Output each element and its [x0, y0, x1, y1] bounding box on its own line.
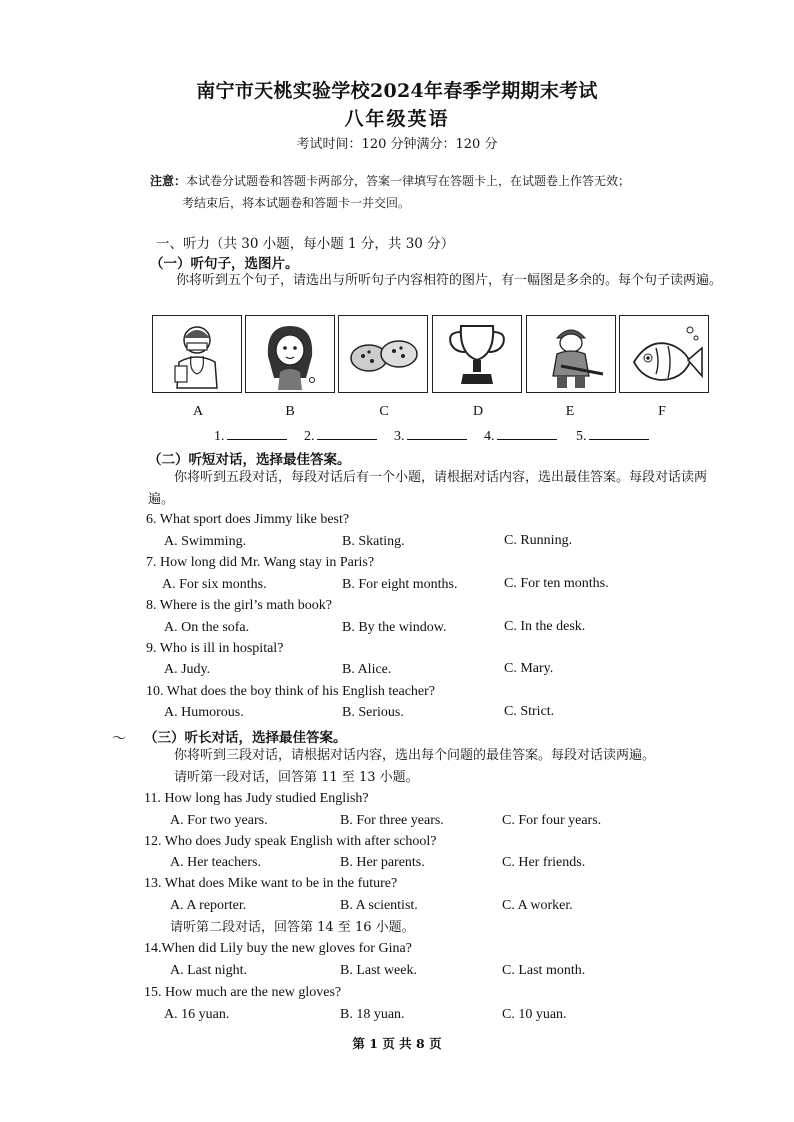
option-8c[interactable]: C. In the desk.	[504, 619, 586, 634]
option-6b[interactable]: B. Skating.	[342, 534, 405, 549]
cookies-icon	[339, 316, 427, 392]
option-15b[interactable]: B. 18 yuan.	[340, 1007, 405, 1022]
question-7: 7. How long did Mr. Wang stay in Paris?	[146, 555, 375, 570]
dialog2-instruction: 请听第二段对话，回答第 14 至 16 小题。	[170, 920, 415, 935]
question-14: 14.When did Lily buy the new gloves for Gina?	[144, 941, 412, 956]
option-14a[interactable]: A. Last night.	[170, 963, 247, 978]
section1-instruction: 你将听到五个句子，请选出与所听句子内容相符的图片，有一幅图是多余的。每个句子读两遍。	[176, 273, 723, 288]
note-line-1: 本试卷分试题卷和答题卡两部分，答案一律填写在答题卡上，在试题卷上作答无效；	[186, 174, 631, 188]
option-10a[interactable]: A. Humorous.	[164, 705, 244, 720]
part1-heading: 一、听力（共 30 小题，每小题 1 分，共 30 分）	[156, 236, 455, 252]
option-10b[interactable]: B. Serious.	[342, 705, 404, 720]
soldier-icon	[527, 316, 615, 392]
girl-icon	[246, 316, 334, 392]
note-line-2: 考结束后，将本试题卷和答题卡一并交回。	[182, 196, 411, 210]
section3-heading: （三）听长对话，选择最佳答案。	[144, 730, 347, 746]
option-13c[interactable]: C. A worker.	[502, 898, 573, 913]
picture-f	[619, 315, 709, 393]
picture-a	[152, 315, 242, 393]
question-6: 6. What sport does Jimmy like best?	[146, 512, 350, 527]
picture-letter-b: B	[285, 404, 295, 419]
option-7c[interactable]: C. For ten months.	[504, 576, 609, 591]
margin-mark: ～	[112, 731, 126, 747]
option-6c[interactable]: C. Running.	[504, 533, 573, 548]
option-14b[interactable]: B. Last week.	[340, 963, 417, 978]
option-13a[interactable]: A. A reporter.	[170, 898, 247, 913]
trophy-icon	[433, 316, 521, 392]
fish-icon	[620, 316, 708, 392]
picture-letter-e: E	[565, 404, 575, 419]
question-15: 15. How much are the new gloves?	[144, 985, 342, 1000]
question-10: 10. What does the boy think of his English teacher?	[146, 684, 436, 699]
picture-d	[432, 315, 522, 393]
picture-e	[526, 315, 616, 393]
picture-letter-d: D	[472, 404, 484, 419]
option-12a[interactable]: A. Her teachers.	[170, 855, 261, 870]
option-8b[interactable]: B. By the window.	[342, 620, 447, 635]
section2-heading: （二）听短对话，选择最佳答案。	[148, 452, 351, 468]
answer-blank-1[interactable]: 1.	[214, 427, 287, 445]
option-11c[interactable]: C. For four years.	[502, 813, 602, 828]
section2-instruction: 你将听到五段对话，每段对话后有一个小题，请根据对话内容，选出最佳答案。每段对话读两遍。	[148, 470, 708, 507]
question-13: 13. What does Mike want to be in the future?	[144, 876, 398, 891]
answer-blank-4[interactable]: 4.	[484, 427, 557, 445]
answer-blank-5[interactable]: 5.	[576, 427, 649, 445]
option-15c[interactable]: C. 10 yuan.	[502, 1007, 567, 1022]
note-block	[150, 170, 720, 214]
question-8: 8. Where is the girl’s math book?	[146, 598, 332, 613]
page-number: 第 1 页 共 8 页	[352, 1036, 442, 1051]
exam-subtitle: 八年级英语	[344, 108, 450, 130]
question-9: 9. Who is ill in hospital?	[146, 641, 284, 656]
note-label: 注意：	[150, 174, 187, 188]
option-7a[interactable]: A. For six months.	[162, 577, 267, 592]
option-10c[interactable]: C. Strict.	[504, 704, 555, 719]
option-7b[interactable]: B. For eight months.	[342, 577, 458, 592]
section1-heading: （一）听句子，选图片。	[150, 256, 299, 272]
option-9a[interactable]: A. Judy.	[164, 662, 211, 677]
option-9c[interactable]: C. Mary.	[504, 661, 554, 676]
exam-title: 南宁市天桃实验学校2024年春季学期期末考试	[196, 80, 598, 102]
option-8a[interactable]: A. On the sofa.	[164, 620, 250, 635]
option-13b[interactable]: B. A scientist.	[340, 898, 418, 913]
option-11a[interactable]: A. For two years.	[170, 813, 268, 828]
picture-letter-a: A	[192, 404, 204, 419]
picture-letter-c: C	[379, 404, 389, 419]
option-9b[interactable]: B. Alice.	[342, 662, 392, 677]
picture-c	[338, 315, 428, 393]
option-15a[interactable]: A. 16 yuan.	[164, 1007, 230, 1022]
section3-instruction: 你将听到三段对话，请根据对话内容，选出每个问题的最佳答案。每段对话读两遍。	[174, 748, 656, 763]
option-12b[interactable]: B. Her parents.	[340, 855, 425, 870]
question-12: 12. Who does Judy speak English with after school?	[144, 834, 437, 849]
answer-blank-3[interactable]: 3.	[394, 427, 467, 445]
picture-b	[245, 315, 335, 393]
option-12c[interactable]: C. Her friends.	[502, 855, 586, 870]
option-11b[interactable]: B. For three years.	[340, 813, 444, 828]
exam-info: 考试时间：120 分钟满分：120 分	[296, 137, 498, 152]
doctor-icon	[153, 316, 241, 392]
question-11: 11. How long has Judy studied English?	[144, 791, 369, 806]
option-14c[interactable]: C. Last month.	[502, 963, 586, 978]
answer-blank-2[interactable]: 2.	[304, 427, 377, 445]
dialog1-instruction: 请听第一段对话，回答第 11 至 13 小题。	[174, 770, 419, 785]
picture-letter-f: F	[658, 404, 666, 419]
option-6a[interactable]: A. Swimming.	[164, 534, 247, 549]
